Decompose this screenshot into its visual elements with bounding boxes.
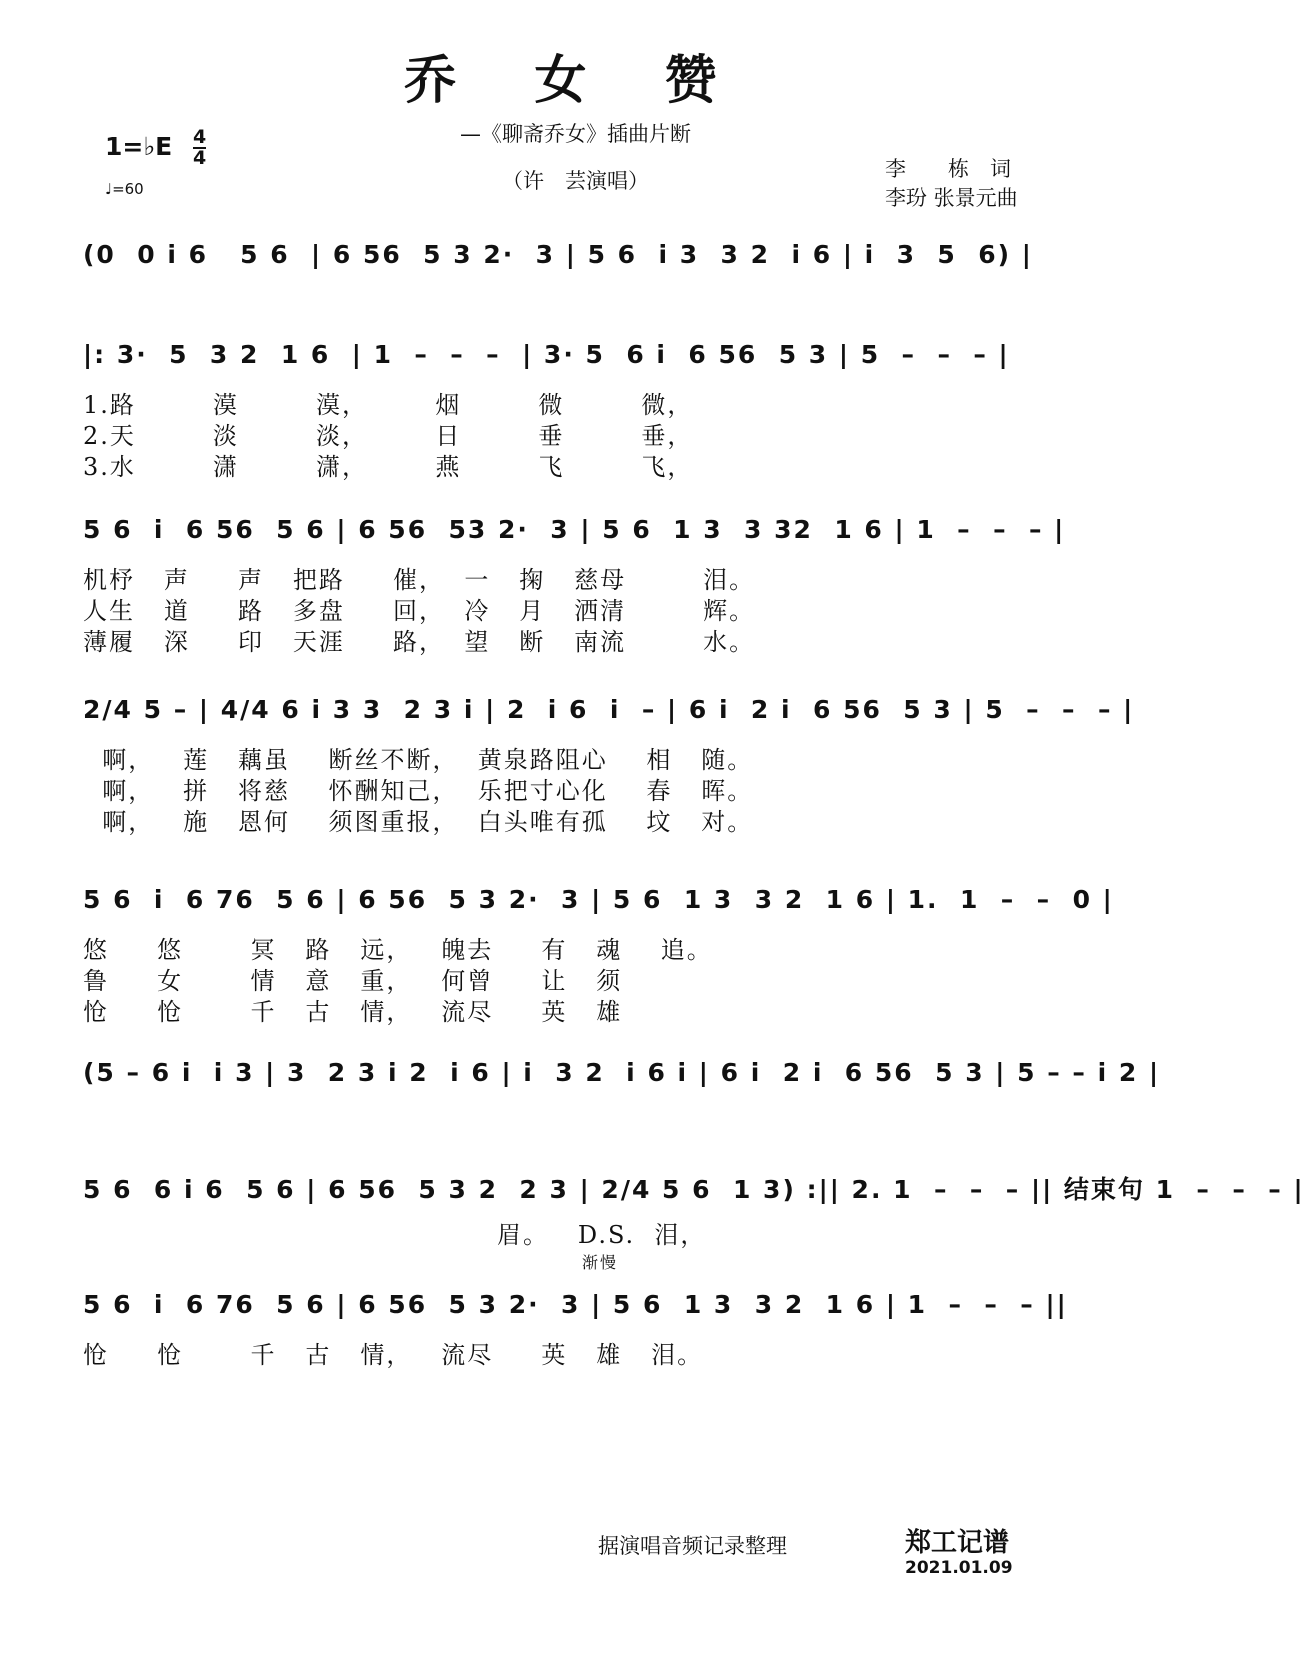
song-title: 乔 女 赞: [404, 51, 747, 111]
key-label: 1=♭E: [105, 132, 173, 161]
tempo-marking: ♩=60: [105, 180, 144, 198]
transcription-date: 2021.01.09: [905, 1558, 1013, 1578]
lyric-line: 怆 怆 千 古 情， 流尽 英 雄: [83, 998, 623, 1026]
notation-row: 5 6 6 i 6 5 6 | 6 56 5 3 2 2 3 | 2/4 5 6 1 3) :|| 2. 1 – – – || 结束句 1 – – – |: [83, 1175, 1305, 1204]
lyric-line: 悠 悠 冥 路 远， 魄去 有 魂 追。: [83, 936, 713, 964]
composer-credit: 李玢 张景元曲: [885, 186, 1018, 210]
lyric-line: 啊， 拼 将慈 怀酬知己， 乐把寸心化 春 晖。: [83, 777, 754, 805]
notation-row: 5 6 i 6 76 5 6 | 6 56 5 3 2· 3 | 5 6 1 3 3 2 1 6 | 1. 1 – – 0 |: [83, 885, 1114, 914]
notation-row: (0 0 i 6 5 6 | 6 56 5 3 2· 3 | 5 6 i 3 3 2 i 6 | i 3 5 6) |: [83, 240, 1033, 269]
lyric-line: 怆 怆 千 古 情， 流尽 英 雄 泪。: [83, 1341, 704, 1369]
lyric-line: 啊， 莲 藕虽 断丝不断， 黄泉路阻心 相 随。: [83, 746, 754, 774]
song-subtitle: —《聊斋乔女》插曲片断: [460, 122, 691, 146]
credits: [885, 155, 1018, 213]
transcription-note: 据演唱音频记录整理: [598, 1534, 787, 1558]
notation-row: 2/4 5 – | 4/4 6 i 3 3 2 3 i | 2 i 6 i – | 6 i 2 i 6 56 5 3 | 5 – – – |: [83, 695, 1135, 724]
transcriber-signature: 郑工记谱: [905, 1528, 1010, 1558]
lyric-line: 1.路 漠 漠， 烟 微 微，: [83, 391, 694, 419]
lyric-line: 薄履 深 印 天涯 路， 望 断 南流 水。: [83, 628, 756, 656]
key-signature: [105, 128, 206, 168]
lyric-line: 3.水 潇 潇， 燕 飞 飞，: [83, 453, 694, 481]
time-signature: [193, 128, 206, 168]
lyric-line: 机杼 声 声 把路 催， 一 掬 慈母 泪。: [83, 566, 756, 594]
notation-row: |: 3· 5 3 2 1 6 | 1 – – – | 3· 5 6 i 6 56 5 3 | 5 – – – |: [83, 340, 1010, 369]
time-numerator: 4: [192, 126, 207, 148]
lyric-line: 2.天 淡 淡， 日 垂 垂，: [83, 422, 694, 450]
lyric-line: 鲁 女 情 意 重， 何曾 让 须: [83, 967, 623, 995]
notation-row: (5 – 6 i i 3 | 3 2 3 i 2 i 6 | i 3 2 i 6 i | 6 i 2 i 6 56 5 3 | 5 – – i 2 |: [83, 1058, 1161, 1087]
singer-credit: （许 芸演唱）: [502, 169, 649, 193]
time-denominator: 4: [192, 147, 207, 169]
lyric-line: 人生 道 路 多盘 回， 冷 月 洒清 辉。: [83, 597, 756, 625]
lyric-line: 眉。 D.S. 泪，: [83, 1221, 707, 1249]
lyric-line: 啊， 施 恩何 须图重报， 白头唯有孤 坟 对。: [83, 808, 754, 836]
notation-row: 5 6 i 6 76 5 6 | 6 56 5 3 2· 3 | 5 6 1 3 3 2 1 6 | 1 – – – ||: [83, 1290, 1068, 1319]
notation-row: 5 6 i 6 56 5 6 | 6 56 53 2· 3 | 5 6 1 3 3 32 1 6 | 1 – – – |: [83, 515, 1066, 544]
tempo-change-marking: 渐慢: [582, 1253, 619, 1272]
lyricist-credit: 李 栋 词: [885, 157, 1011, 181]
